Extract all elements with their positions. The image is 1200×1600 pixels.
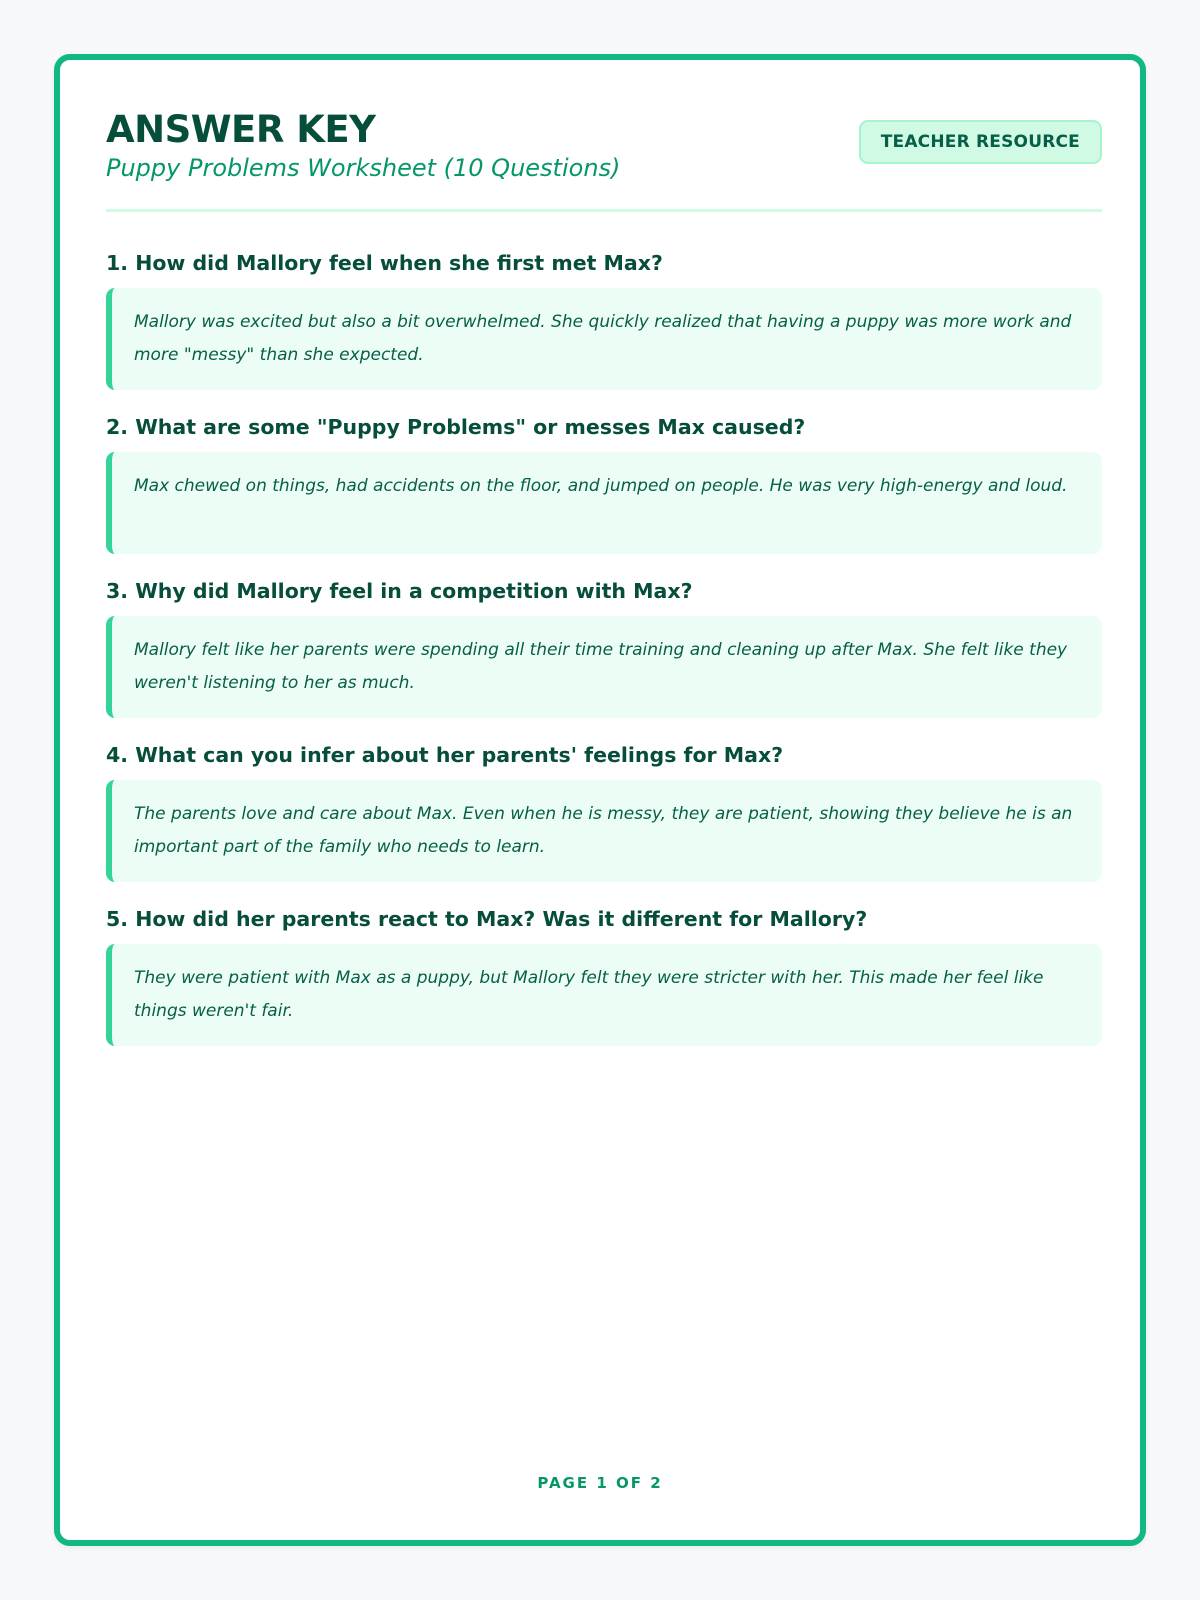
header-divider [106,209,1102,212]
answer-box: They were patient with Max as a puppy, but Mallory felt they were stricter with her. This made her feel like things weren't fair. [106,944,1102,1046]
question-item [106,248,1102,390]
answer-box: Mallory felt like her parents were spending all their time training and cleaning up after Max. She felt like they weren't listening to her as much. [106,616,1102,718]
question-text: 5. How did her parents react to Max? Was it different for Mallory? [106,907,868,931]
question-item [106,576,1102,718]
question-text: 3. Why did Mallory feel in a competition with Max? [106,579,693,603]
answer-box: Mallory was excited but also a bit overwhelmed. She quickly realized that having a puppy was more work and more "messy" than she expected. [106,288,1102,390]
page-title: ANSWER KEY [106,108,376,151]
question-item [106,904,1102,1046]
answer-box: The parents love and care about Max. Even when he is messy, they are patient, showing they believe he is an important part of the family who needs to learn. [106,780,1102,882]
page-subtitle: Puppy Problems Worksheet (10 Questions) [106,154,621,182]
answer-box: Max chewed on things, had accidents on the floor, and jumped on people. He was very high-energy and loud. [106,452,1102,554]
question-text: 1. How did Mallory feel when she first met Max? [106,251,663,275]
answer-key-sheet [54,54,1146,1546]
teacher-resource-badge: TEACHER RESOURCE [859,120,1102,164]
page-number: PAGE 1 OF 2 [537,1474,663,1492]
question-text: 2. What are some "Puppy Problems" or messes Max caused? [106,415,806,439]
header [106,108,1102,208]
question-list [106,248,1102,1068]
question-item [106,740,1102,882]
question-text: 4. What can you infer about her parents' feelings for Max? [106,743,784,767]
question-item [106,412,1102,554]
